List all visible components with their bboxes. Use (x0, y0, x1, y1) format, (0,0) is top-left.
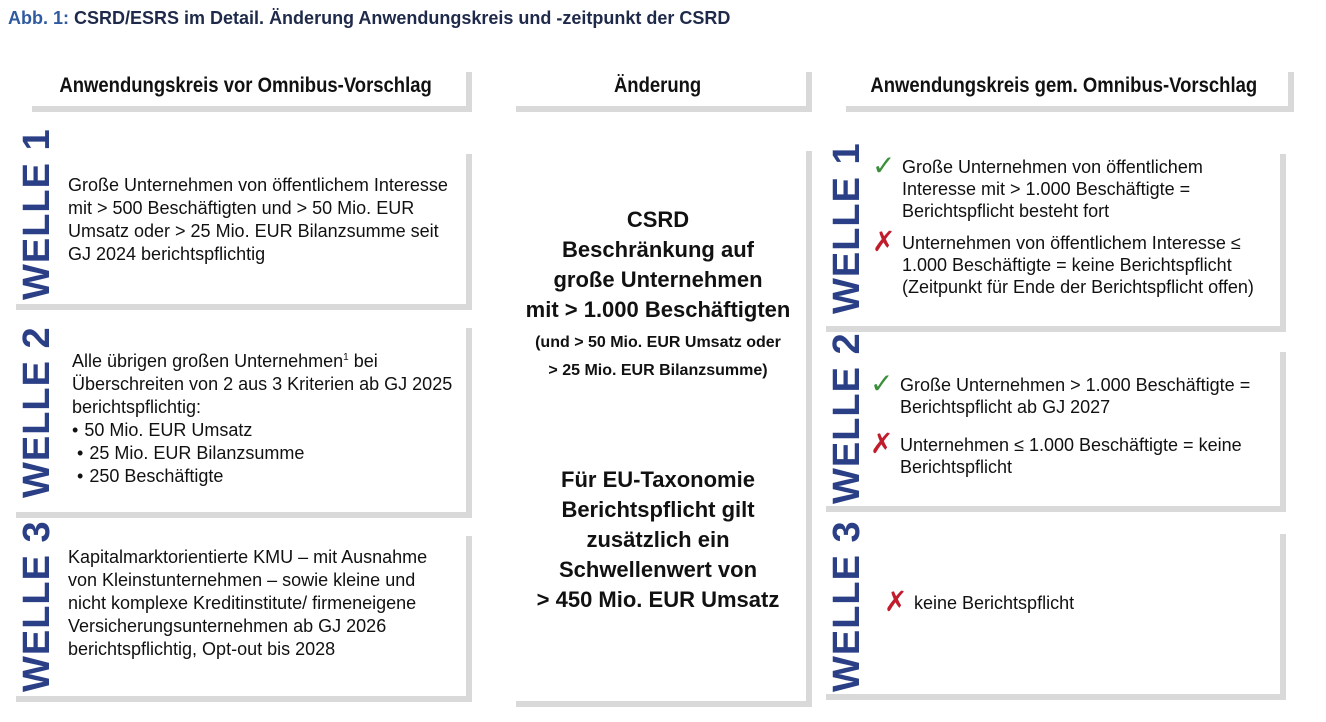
left-welle-1-box (10, 128, 466, 304)
csrd-line-1: CSRD (626, 207, 690, 232)
figure-number: Abb. 1: (8, 8, 69, 28)
right-welle-2-item-keep-text: Große Unternehmen > 1.000 Beschäftigte = Berichtspflicht ab GJ 2027 (900, 375, 1251, 417)
figure-title (8, 8, 730, 29)
right-welle-1-item-drop (872, 226, 1270, 298)
csrd-line-3: große Unternehmen (553, 267, 763, 292)
right-welle-2-item-keep (870, 368, 1270, 418)
left-welle-2-intro: Alle übrigen großen Unternehmen (72, 351, 344, 371)
left-welle-3-text: Kapitalmarktorientierte KMU – mit Ausnahme von Kleinstunternehmen – sowie kleine und nicht komplexe Kreditinstitute/ firmeneigene Versicherungsunternehmen ab GJ 2026 berichtspflichtig, Opt-out bis 2028 (68, 547, 428, 659)
right-welle-1-item-keep (872, 150, 1270, 222)
header-left-label: Anwendungskreis vor Omnibus-Vorschlag (59, 74, 433, 97)
right-welle-2-box (820, 332, 1280, 506)
right-welle-3-item-drop-text: keine Berichtspflicht (914, 593, 1075, 613)
csrd-change-note (510, 329, 806, 385)
left-welle-2-box (10, 322, 466, 512)
cross-icon: ✗ (872, 226, 896, 257)
welle-3-label-left: WELLE 3 (16, 520, 58, 692)
figure-caption: CSRD/ESRS im Detail. Änderung Anwendungskreis und -zeitpunkt der CSRD (74, 8, 731, 28)
criterion-employees: • 250 Beschäftigte (77, 465, 457, 488)
welle-3-label-right: WELLE 3 (826, 520, 868, 692)
header-middle-label: Änderung (614, 74, 702, 97)
left-welle-1-text: Große Unternehmen von öffentlichem Interesse mit > 500 Beschäftigten und > 50 Mio. EUR Umsatz oder > 25 Mio. EUR Bilanzsumme seit GJ 2024 berichtspflichtig (68, 175, 448, 264)
left-welle-2-intro-rest: bei Überschreiten von 2 aus 3 Kriterien ab GJ 2025 berichtspflichtig: (72, 351, 453, 417)
taxo-line-5: > 450 Mio. EUR Umsatz (536, 587, 780, 612)
header-middle (510, 66, 806, 106)
welle-1-label-right: WELLE 1 (826, 142, 868, 314)
check-icon: ✓ (872, 150, 896, 181)
left-welle-2-text (72, 346, 457, 488)
right-welle-2-item-drop (870, 428, 1270, 478)
right-welle-2-item-drop-text: Unternehmen ≤ 1.000 Beschäftigte = keine Berichtspflicht (900, 435, 1242, 477)
taxo-line-4: Schwellenwert von (558, 557, 758, 582)
right-welle-1-item-drop-text: Unternehmen von öffentlichem Interesse ≤ 1.000 Beschäftigte = keine Berichtspflicht (Zeitpunkt für Ende der Berichtspflicht offen) (902, 233, 1254, 297)
csrd-note-line-2: > 25 Mio. EUR Bilanzsumme) (548, 362, 768, 379)
right-welle-1-item-keep-text: Große Unternehmen von öffentlichem Interesse mit > 1.000 Beschäftigte = Berichtspflicht besteht fort (902, 157, 1203, 221)
criterion-revenue: • 50 Mio. EUR Umsatz (72, 419, 457, 442)
csrd-line-2: Beschränkung auf (562, 237, 754, 262)
criteria-list (72, 419, 457, 488)
header-left (26, 66, 466, 106)
welle-2-label-left: WELLE 2 (16, 326, 58, 498)
taxonomy-change-text (510, 465, 806, 615)
right-welle-3-item-drop (884, 586, 1270, 617)
cross-icon: ✗ (870, 428, 894, 459)
welle-1-label-left: WELLE 1 (16, 128, 58, 300)
taxo-line-1: Für EU-Taxonomie (561, 467, 755, 492)
criterion-balance: • 25 Mio. EUR Bilanzsumme (77, 442, 457, 465)
csrd-note-line-1: (und > 50 Mio. EUR Umsatz oder (535, 334, 781, 351)
taxo-line-2: Berichtspflicht gilt (561, 497, 755, 522)
welle-2-label-right: WELLE 2 (826, 332, 868, 504)
taxo-line-3: zusätzlich ein (586, 527, 730, 552)
check-icon: ✓ (870, 368, 894, 399)
header-right (840, 66, 1288, 106)
right-welle-3-box (820, 520, 1280, 694)
footnote-marker: 1 (343, 352, 349, 363)
header-right-label: Anwendungskreis gem. Omnibus-Vorschlag (870, 74, 1258, 97)
right-welle-1-box (820, 142, 1280, 326)
left-welle-3-box (10, 520, 466, 696)
csrd-line-4: mit > 1.000 Beschäftigten (525, 297, 791, 322)
cross-icon: ✗ (884, 586, 908, 617)
csrd-change-text (510, 205, 806, 325)
middle-change-box (510, 145, 806, 701)
